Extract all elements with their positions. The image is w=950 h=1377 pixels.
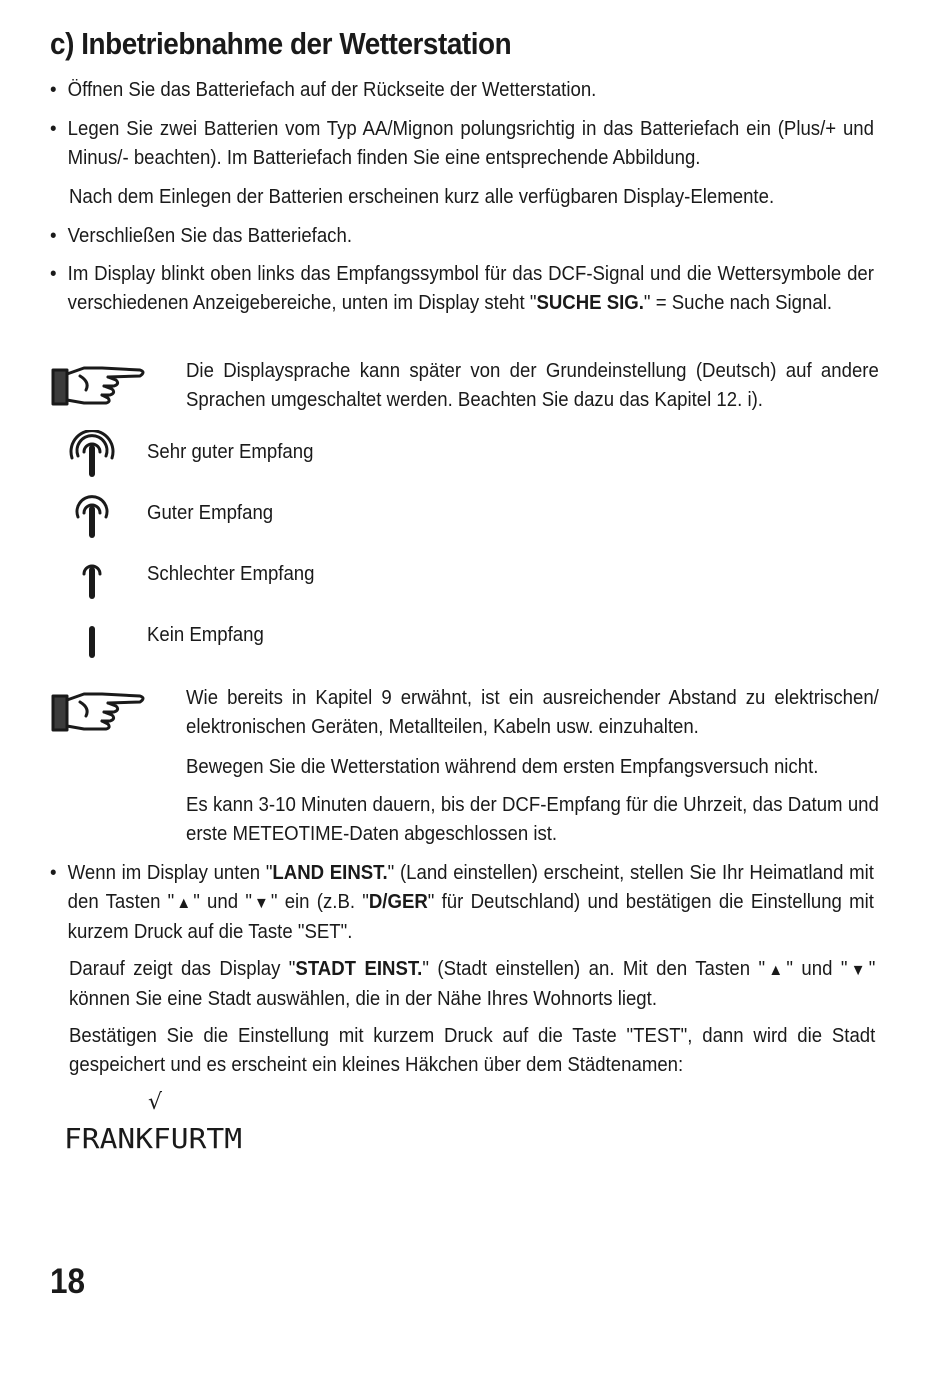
text-run: Im Display blinkt oben links das Empfangssymbol für das DCF-Signal und die Wettersymbole der verschiedenen Anzeigebereiche, unten im Display steht " [67,263,874,314]
bullet-text: Legen Sie zwei Batterien vom Typ AA/Mignon polungsrichtig in das Batteriefach ein (Plus/+ und Minus/- beachten). Im Batteriefach finden Sie eine entsprechende Abbildung. [67,118,874,169]
signal-none-icon [66,613,118,663]
duration-note: Es kann 3-10 Minuten dauern, bis der DCF-Empfang für die Uhrzeit, das Datum und erste METEOTIME-Daten abgeschlossen ist. [186,794,879,845]
pointing-hand-icon [50,688,150,738]
stadt-einst-paragraph [69,955,875,1014]
up-arrow-icon: ▲ [765,962,787,979]
bullet-text: Öffnen Sie das Batteriefach auf der Rückseite der Wetterstation. [67,79,597,101]
bullet-text [68,260,874,318]
text-run: " ein (z.B. " [270,891,369,913]
text-run: Wenn im Display unten " [67,862,273,884]
bullet-dot: • [50,118,57,140]
page-number: 18 [50,1262,86,1301]
up-arrow-icon: ▲ [174,895,194,912]
lcd-city-display [64,1122,254,1154]
signal-level-label: Schlechter Empfang [147,563,315,585]
display-text-dger: D/GER [368,891,428,913]
text-run: " für Deutschland) und bestätigen die Einstellung mit kurzem Druck auf die Taste "SET". [67,891,874,943]
signal-level-label: Sehr guter Empfang [147,441,314,463]
dont-move-note: Bewegen Sie die Wetterstation während dem ersten Empfangsversuch nicht. [186,756,819,778]
bullet-dot: • [50,225,57,247]
signal-level-label: Kein Empfang [147,624,264,646]
bullet-text: Verschließen Sie das Batteriefach. [67,225,353,247]
language-note: Die Displaysprache kann später von der Grundeinstellung (Deutsch) auf andere Sprachen umgeschaltet werden. Beachten Sie dazu das Kapitel 12. i). [186,360,879,411]
bullet-text [68,859,874,947]
text-run: " können Sie eine Stadt auswählen, die in der Nähe Ihres Wohnorts liegt. [69,958,876,1010]
signal-very-good-icon [66,430,118,480]
lcd-city-text: FRANKFURTM [64,1122,242,1154]
down-arrow-icon: ▼ [251,895,271,912]
display-text-stadt-einst: STADT EINST. [295,958,423,980]
signal-poor-icon [66,552,118,602]
bullet-dot: • [50,79,57,101]
text-run: " (Stadt einstellen) an. Mit den Tasten " [422,958,766,980]
pointing-hand-icon [50,362,150,412]
text-run: " (Land einstellen) erscheint, stellen Sie Ihr Heimatland mit den Tasten " [67,862,874,913]
bullet-dot: • [50,263,57,285]
text-run: " = Suche nach Signal. [643,292,833,314]
display-text-suche-sig: SUCHE SIG. [536,292,644,314]
test-key-paragraph: Bestätigen Sie die Einstellung mit kurzem Druck auf die Taste "TEST", dann wird die Stadt gespeichert und es erscheint ein kleines Häkchen über dem Städtenamen: [69,1025,876,1076]
signal-good-icon [66,491,118,541]
down-arrow-icon: ▼ [847,962,869,979]
display-text-land-einst: LAND EINST. [272,862,388,884]
checkmark-icon: √ [148,1090,163,1115]
section-heading: c) Inbetriebnahme der Wetterstation [50,26,512,61]
signal-level-label: Guter Empfang [147,502,274,524]
text-run: Darauf zeigt das Display " [69,958,296,980]
text-run: " und " [786,958,848,980]
bullet-dot: • [50,862,57,884]
distance-note: Wie bereits in Kapitel 9 erwähnt, ist ein ausreichender Abstand zu elektrischen/ elektronischen Geräten, Metallteilen, Kabeln usw. einzuhalten. [186,687,879,738]
battery-display-note: Nach dem Einlegen der Batterien erscheinen kurz alle verfügbaren Display-Elemente. [69,186,775,208]
text-run: " und " [193,891,252,913]
